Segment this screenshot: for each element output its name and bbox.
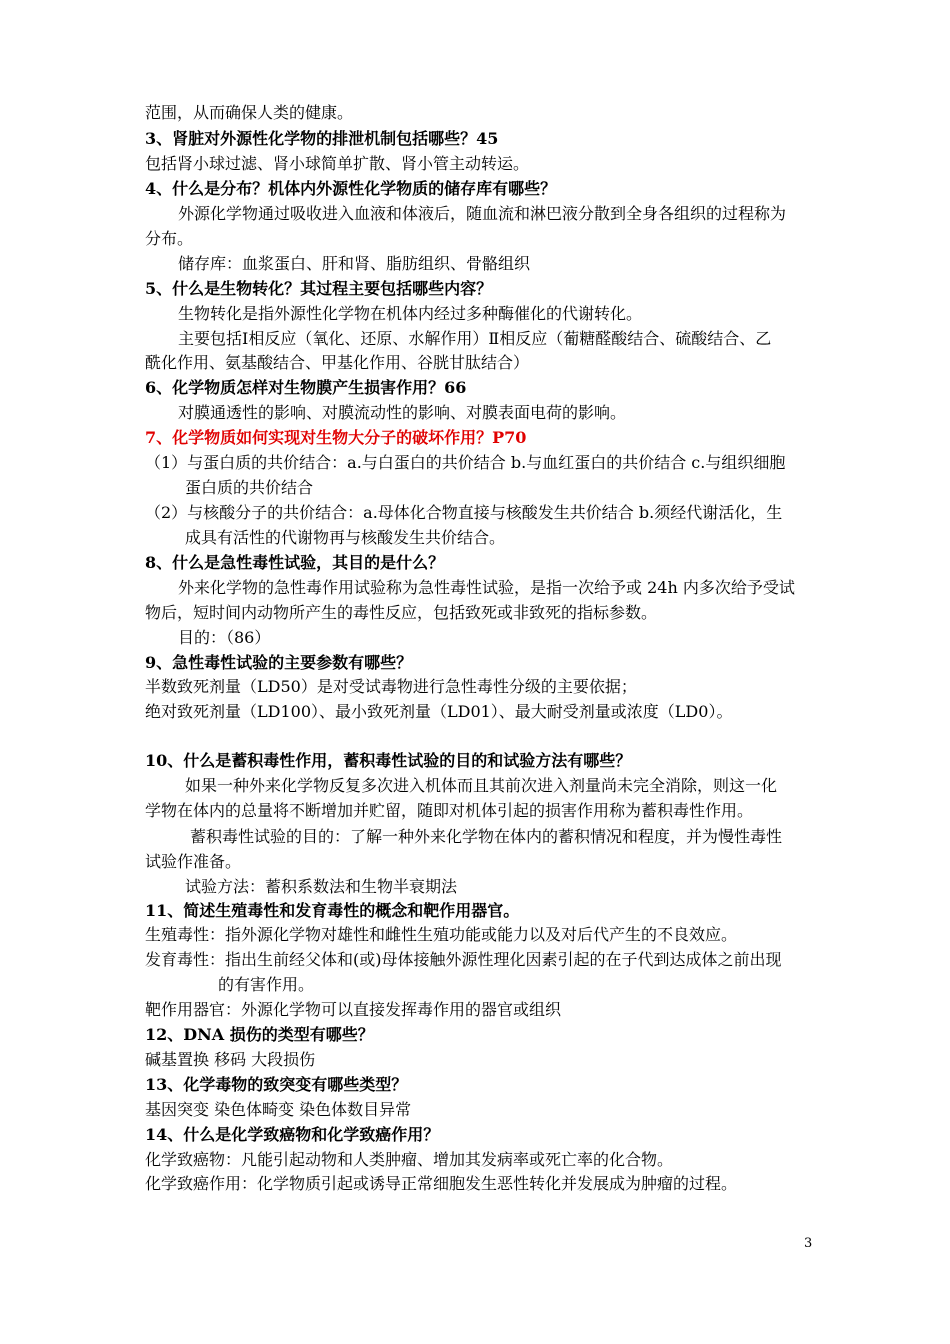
answer-line: 试验作准备。 bbox=[145, 852, 242, 871]
answer-line: 物后，短时间内动物所产生的毒性反应，包括致死或非致死的指标参数。 bbox=[145, 603, 658, 622]
answer-line: 发育毒性：指出生前经父体和(或)母体接触外源性理化因素引起的在子代到达成体之前出现 bbox=[145, 950, 782, 969]
answer-line: 如果一种外来化学物反复多次进入机体而且其前次进入剂量尚未完全消除，则这一化 bbox=[185, 776, 778, 795]
question-heading-highlighted: 7、化学物质如何实现对生物大分子的破坏作用？P70 bbox=[145, 428, 527, 447]
answer-line: 外源化学物通过吸收进入血液和体液后，随血流和淋巴液分散到全身各组织的过程称为 bbox=[178, 204, 787, 223]
answer-line: 对膜通透性的影响、对膜流动性的影响、对膜表面电荷的影响。 bbox=[178, 403, 627, 422]
text-line: 范围，从而确保人类的健康。 bbox=[145, 103, 354, 122]
answer-line: 学物在体内的总量将不断增加并贮留，随即对机体引起的损害作用称为蓄积毒性作用。 bbox=[145, 801, 754, 820]
question-heading: 4、什么是分布？机体内外源性化学物质的储存库有哪些？ bbox=[145, 179, 557, 198]
answer-line: 蓄积毒性试验的目的：了解一种外来化学物在体内的蓄积情况和程度，并为慢性毒性 bbox=[190, 827, 783, 846]
question-heading: 5、什么是生物转化？其过程主要包括哪些内容？ bbox=[145, 279, 493, 298]
answer-line: 生殖毒性：指外源化学物对雄性和雌性生殖功能或能力以及对后代产生的不良效应。 bbox=[145, 925, 738, 944]
answer-line: 试验方法：蓄积系数法和生物半衰期法 bbox=[185, 877, 458, 896]
answer-line: 基因突变 染色体畸变 染色体数目异常 bbox=[145, 1100, 412, 1119]
answer-line: 生物转化是指外源性化学物在机体内经过多种酶催化的代谢转化。 bbox=[178, 304, 643, 323]
answer-line: 包括肾小球过滤、肾小球简单扩散、肾小管主动转运。 bbox=[145, 154, 530, 173]
page-number: 3 bbox=[804, 1236, 813, 1251]
question-heading: 14、什么是化学致癌物和化学致癌作用？ bbox=[145, 1125, 440, 1144]
question-heading: 8、什么是急性毒性试验，其目的是什么？ bbox=[145, 553, 445, 572]
answer-line: 主要包括Ⅰ相反应（氧化、还原、水解作用）Ⅱ相反应（葡糖醛酸结合、硫酸结合、乙 bbox=[178, 329, 772, 348]
question-heading: 12、DNA 损伤的类型有哪些？ bbox=[145, 1025, 374, 1044]
answer-line: 碱基置换 移码 大段损伤 bbox=[145, 1050, 316, 1069]
answer-line: 储存库：血浆蛋白、肝和肾、脂肪组织、骨骼组织 bbox=[178, 254, 531, 273]
answer-line: 目的：（86） bbox=[178, 628, 271, 647]
answer-line: （1）与蛋白质的共价结合：a.与白蛋白的共价结合 b.与血红蛋白的共价结合 c.与组织细胞 bbox=[145, 453, 786, 472]
answer-line: 化学致癌物：凡能引起动物和人类肿瘤、增加其发病率或死亡率的化合物。 bbox=[145, 1150, 674, 1169]
question-heading: 9、急性毒性试验的主要参数有哪些？ bbox=[145, 653, 413, 672]
question-heading: 11、简述生殖毒性和发育毒性的概念和靶作用器官。 bbox=[145, 901, 520, 920]
question-heading: 10、什么是蓄积毒性作用，蓄积毒性试验的目的和试验方法有哪些？ bbox=[145, 751, 632, 770]
question-heading: 6、化学物质怎样对生物膜产生损害作用？66 bbox=[145, 378, 467, 397]
question-heading: 3、肾脏对外源性化学物的排泄机制包括哪些？45 bbox=[145, 129, 499, 148]
question-heading: 13、化学毒物的致突变有哪些类型？ bbox=[145, 1075, 408, 1094]
answer-line: 分布。 bbox=[145, 229, 194, 248]
answer-line: 酰化作用、氨基酸结合、甲基化作用、谷胱甘肽结合） bbox=[145, 353, 530, 372]
answer-line: 成具有活性的代谢物再与核酸发生共价结合。 bbox=[185, 528, 506, 547]
answer-line: （2）与核酸分子的共价结合：a.母体化合物直接与核酸发生共价结合 b.须经代谢活化，生 bbox=[145, 503, 783, 522]
answer-line: 的有害作用。 bbox=[218, 975, 315, 994]
answer-line: 化学致癌作用：化学物质引起或诱导正常细胞发生恶性转化并发展成为肿瘤的过程。 bbox=[145, 1174, 738, 1193]
answer-line: 半数致死剂量（LD50）是对受试毒物进行急性毒性分级的主要依据； bbox=[145, 677, 637, 696]
answer-line: 外来化学物的急性毒作用试验称为急性毒性试验，是指一次给予或 24h 内多次给予受试 bbox=[178, 578, 795, 597]
answer-line: 蛋白质的共价结合 bbox=[185, 478, 314, 497]
answer-line: 绝对致死剂量（LD100）、最小致死剂量（LD01）、最大耐受剂量或浓度（LD0）。 bbox=[145, 702, 733, 721]
answer-line: 靶作用器官：外源化学物可以直接发挥毒作用的器官或组织 bbox=[145, 1000, 562, 1019]
